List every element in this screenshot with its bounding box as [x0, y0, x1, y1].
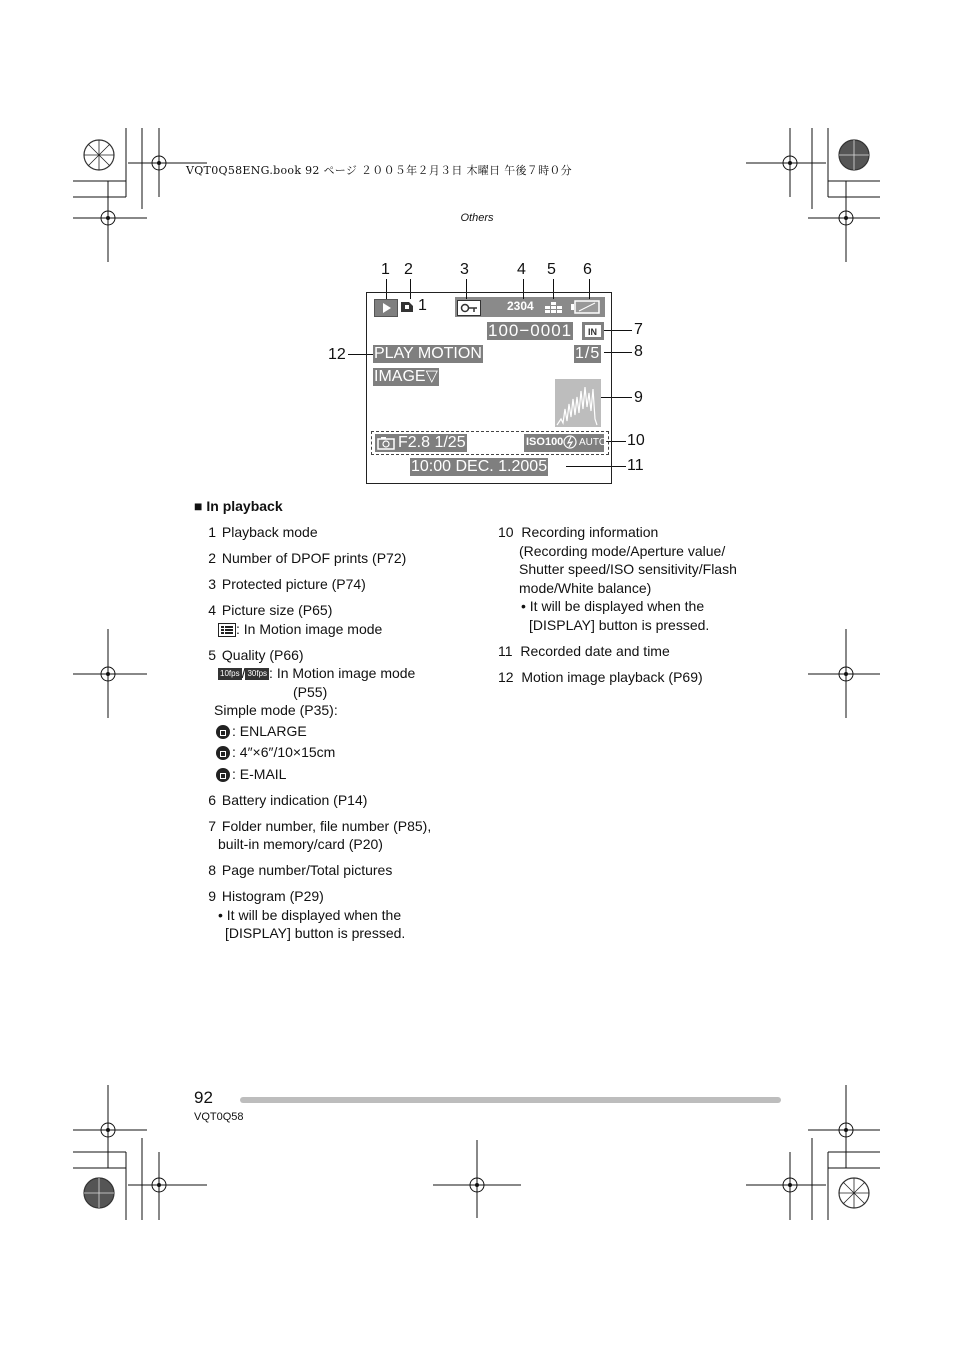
page-number-footer: 92 — [194, 1088, 213, 1107]
list-item — [498, 523, 788, 634]
date-time: 10:00 DEC. 1.2005 — [411, 458, 548, 475]
item-number: 3 — [208, 576, 216, 592]
list-item — [198, 575, 468, 594]
4x6-icon — [216, 746, 230, 760]
item-number: 12 — [498, 668, 514, 685]
footer-bar — [240, 1097, 781, 1103]
option-text: : E-MAIL — [232, 765, 287, 782]
item-text: Protected picture (P74) — [221, 576, 366, 592]
bullet-text: It will be displayed when the — [529, 598, 705, 614]
callout-1: 1 — [381, 261, 390, 278]
callout-9: 9 — [634, 389, 643, 406]
book-header-line: VQT0Q58ENG.book 92 ページ ２００５年２月３日 木曜日 午後７時０分 — [186, 164, 572, 177]
item-text: Picture size (P65) — [221, 602, 333, 618]
dpof-icon — [399, 299, 417, 315]
item-text: Quality (P66) — [221, 646, 304, 663]
list-item — [498, 642, 788, 661]
item-text: Battery indication (P14) — [221, 791, 368, 808]
play-motion-label: PLAY MOTION — [374, 345, 482, 362]
item-text: Recorded date and time — [520, 642, 670, 659]
iso-value: ISO100 — [526, 436, 564, 448]
item-text: Page number/Total pictures — [221, 862, 393, 878]
page-number: 1/5 — [575, 345, 601, 362]
callout-4: 4 — [517, 261, 526, 278]
bullet-text-cont: [DISPLAY] button is pressed. — [225, 925, 406, 941]
item-text: Recording information — [521, 524, 659, 540]
item-number: 1 — [208, 524, 216, 540]
battery-icon — [571, 300, 601, 314]
callout-8: 8 — [634, 343, 643, 360]
4x6-option — [198, 743, 468, 762]
item-text: Histogram (P29) — [221, 888, 324, 904]
list-item — [198, 549, 468, 568]
right-column — [498, 523, 788, 694]
image-label: IMAGE▽ — [374, 368, 438, 385]
callout-2: 2 — [404, 261, 413, 278]
enlarge-icon — [216, 725, 230, 739]
item-number: 11 — [498, 642, 513, 659]
callout-5: 5 — [547, 261, 556, 278]
list-item — [198, 523, 468, 542]
item-number: 8 — [208, 862, 216, 878]
square-bullet-icon: ■ — [194, 498, 207, 514]
item-sub-text: : In Motion image mode — [269, 665, 416, 681]
bullet-text: It will be displayed when the — [226, 906, 402, 923]
callout-11: 11 — [627, 457, 644, 474]
item-line: (Recording mode/Aperture value/ — [519, 542, 726, 559]
list-item — [198, 646, 468, 784]
list-item — [198, 861, 468, 880]
item-subline: 10fps / 30fps : In Motion image mode — [220, 665, 416, 681]
exposure-info: F2.8 1/25 — [398, 434, 466, 451]
left-column — [198, 523, 468, 950]
item-bullet: • It will be displayed when the — [521, 598, 705, 614]
histogram — [555, 379, 601, 427]
item-continuation: built-in memory/card (P20) — [218, 836, 383, 852]
item-bullet: • It will be displayed when the — [218, 906, 402, 923]
dpof-count: 1 — [418, 297, 427, 314]
item-number: 4 — [208, 602, 216, 618]
motion-size-icon — [218, 623, 236, 637]
item-subline — [198, 620, 468, 639]
item-sub-text: : In Motion image mode — [236, 620, 383, 637]
10fps-icon: 10fps — [220, 669, 240, 679]
item-number: 10 — [498, 524, 514, 540]
email-option — [198, 765, 468, 784]
built-in-memory-icon — [582, 322, 604, 340]
folder-file-number: 100−0001 — [488, 321, 573, 340]
quality-icon — [545, 301, 563, 313]
section-title-text: In playback — [206, 498, 283, 514]
svg-text:IN: IN — [588, 327, 597, 337]
item-text: Playback mode — [221, 524, 318, 540]
model-code: VQT0Q58 — [194, 1111, 244, 1123]
white-balance: AUTO — [579, 437, 607, 448]
option-text: : ENLARGE — [232, 722, 307, 739]
picture-size: 2304 — [507, 299, 534, 313]
item-text: Number of DPOF prints (P72) — [221, 550, 407, 566]
bullet-text-cont: [DISPLAY] button is pressed. — [529, 616, 710, 633]
item-line: Shutter speed/ISO sensitivity/Flash — [519, 561, 737, 577]
item-text: Motion image playback (P69) — [521, 668, 703, 685]
section-label: Others — [460, 212, 494, 224]
section-title — [194, 498, 283, 514]
item-number: 5 — [208, 646, 216, 663]
simple-mode-label: Simple mode (P35): — [214, 702, 338, 718]
callout-10: 10 — [627, 432, 645, 449]
camera-icon — [375, 434, 397, 452]
email-icon — [216, 768, 230, 782]
protect-icon — [457, 300, 481, 316]
lcd-screen-illustration — [366, 292, 612, 484]
callout-6: 6 — [583, 261, 592, 278]
callout-3: 3 — [460, 261, 469, 278]
option-text: : 4″×6″/10×15cm — [232, 744, 336, 760]
playback-mode-icon — [374, 299, 398, 317]
30fps-icon: 30fps — [247, 669, 268, 679]
enlarge-option — [198, 722, 468, 741]
list-item — [198, 817, 468, 854]
list-item — [198, 791, 468, 810]
item-number: 7 — [208, 817, 216, 834]
list-item — [198, 887, 468, 943]
item-number: 6 — [208, 791, 216, 808]
item-line: mode/White balance) — [519, 579, 652, 596]
callout-7: 7 — [634, 321, 643, 338]
list-item — [498, 668, 788, 687]
callout-12: 12 — [328, 346, 346, 363]
list-item — [198, 601, 468, 638]
item-sub-text-2: (P55) — [293, 683, 328, 700]
item-number: 2 — [208, 550, 216, 566]
item-number: 9 — [208, 888, 216, 904]
item-text: Folder number, file number (P85), — [221, 817, 432, 834]
flash-icon — [563, 435, 577, 449]
